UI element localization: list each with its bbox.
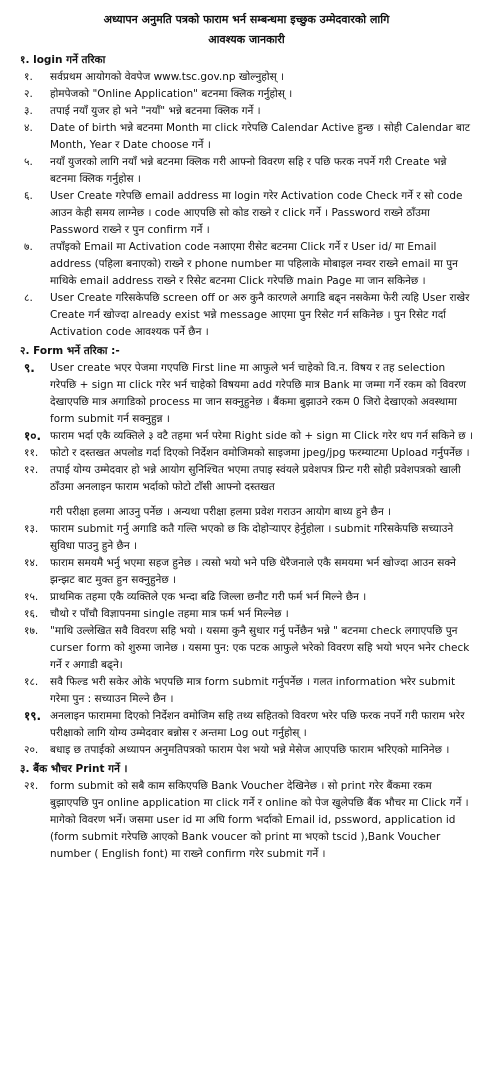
item-number: २१. xyxy=(24,780,39,792)
item-text: फोटो र दस्तखत अपलोड गर्दा दिएको निर्देशन वमोजिमको साइजमा jpeg/jpg फरम्याटमा Upload गर्नुपर्नेछ । xyxy=(50,447,470,459)
list-item xyxy=(20,239,473,290)
item-number: ७. xyxy=(24,241,33,253)
item-number: १७. xyxy=(24,625,39,637)
list-item xyxy=(20,708,473,742)
item-number: ८. xyxy=(24,292,33,304)
item-text: तपाई योग्य उम्मेदवार हो भन्ने आयोग सुनिश्चित भएमा तपाइ स्वंयले प्रवेशपत्र प्रिन्ट गरी सोही प्रवेशपत्रको खाली ठाँउमा अनलाइन फाराम भर्दाको फोटो टाँसी आफ्नो दस्तखत xyxy=(50,464,461,493)
item-text: फाराम समयमै भर्नु भएमा सहज हुनेछ । त्यसो भयो भने पछि धेरैजनाले एकै समयमा भर्न खोज्दा आउन सक्ने झन्झट बाट मुक्त हुन सक्नुहुनेछ । xyxy=(50,557,456,586)
item-number: ११. xyxy=(24,447,39,459)
item-number: २. xyxy=(24,88,33,100)
item-number: १४. xyxy=(24,557,39,569)
item-text: अनलाइन फाराममा दिएको निर्देशन वमोजिम सहि तथ्य सहितको विवरण भरेर पछि फरक नपर्ने गरी फाराम भरेर परीक्षाको लागि योग्य उम्मेदवार बन्नोस र अन्तमा Log out गर्नुहोस् । xyxy=(50,710,465,739)
item-text: प्राथमिक तहमा एकै व्यक्तिले एक भन्दा बढि जिल्ला छनौट गरी फर्म भर्न मिल्ने छैन । xyxy=(50,591,367,603)
item-text: User Create गरेपछि email address मा login गरेर Activation code Check गर्ने र सो code आउन केही समय लाग्नेछ । code आएपछि सो कोड राख्ने र click गर्ने । Password राख्ने ठाँउमा Password राख्ने र पुन confirm गर्ने । xyxy=(50,190,463,236)
item-text: सवै फिल्ड भरी सकेर ओके भएपछि मात्र form submit गर्नुपर्नेछ । गलत information भरेर submit गरेमा पुन : सच्याउन मिल्ने छैन । xyxy=(50,676,456,705)
list-item xyxy=(20,428,473,445)
item-number: १६. xyxy=(24,608,39,620)
item-text: चौथो र पाँचौ विज्ञापनमा single तहमा मात्र फर्म भर्न मिल्नेछ । xyxy=(50,608,289,620)
section-heading-voucher: ३. बैंक भौचर Print गर्ने । xyxy=(20,763,128,775)
item-number: १९. xyxy=(24,709,42,723)
document-title-line-1: अध्यापन अनुमति पत्रको फाराम भर्न सम्बन्धमा इच्छुक उम्मेदवारको लागि xyxy=(103,13,390,26)
list-item xyxy=(20,86,473,103)
list-item xyxy=(20,778,473,863)
item-number: ५. xyxy=(24,156,33,168)
item-text: "माथि उल्लेखित सवै विवरण सहि भयो । यसमा कुनै सुधार गर्नु पर्नेछैन भन्ने " बटनमा check लगाएपछि पुन curser form को शुरुमा जानेछ । यसमा पुन: एक पटक आफुले भरेको विवरण सहि भयो भएन भनेर check गर्ने र अगाडी बढ्ने। xyxy=(50,625,470,671)
list-item xyxy=(20,742,473,759)
list-item xyxy=(20,623,473,674)
list-item xyxy=(20,674,473,708)
item-text: फाराम भर्दा एकै व्यक्तिले ३ वटै तहमा भर्न परेमा Right side को + sign मा Click गरेर थप गर्न सकिने छ । xyxy=(50,430,473,442)
item-number: ३. xyxy=(24,105,33,117)
item-number: १०. xyxy=(24,429,42,443)
list-item xyxy=(20,120,473,154)
list-item xyxy=(20,555,473,589)
list-item xyxy=(20,521,473,555)
list-item xyxy=(20,188,473,239)
list-item xyxy=(20,606,473,623)
item-text: form submit को सबै काम सकिएपछि Bank Voucher देखिनेछ । सो print गरेर बैंकमा रकम बुझाएपछि पुन online application मा click गर्ने र online को पेज खुलेपछि बैंक भौचर मा Click गर्ने । मागेको विवरण भर्ने। जसमा user id मा अघि form भर्दाको Email id, pssword, application id (form submit गरेपछि आएको Bank voucer को print मा भएको tscid ),Bank Voucher number ( English font) मा राख्ने confirm गरेर submit गर्ने । xyxy=(50,780,469,860)
item-continuation-text: गरी परीक्षा हलमा आउनु पर्नेछ । अन्यथा परीक्षा हलमा प्रवेश गराउन आयोग बाध्य हुने छैन । xyxy=(50,506,392,518)
item-text: तपाँइको Email मा Activation code नआएमा रीसेट बटनमा Click गर्ने र User id/ मा Email address (पहिला बनाएको) राख्ने र phone number मा पहिलाके मोबाइल नम्वर राख्ने email मा पुन माथिके email address राख्ने र रिसेट बटनमा Click गरेपछि main Page मा जान सकिनेछ । xyxy=(50,241,458,287)
list-item xyxy=(20,589,473,606)
list-item xyxy=(20,445,473,462)
item-text: Date of birth भन्ने बटनमा Month मा click गरेपछि Calendar Active हुन्छ । सोही Calendar बाट Month, Year र Date choose गर्ने । xyxy=(50,122,470,151)
list-item xyxy=(20,290,473,341)
item-text: बधाइ छ तपाईको अध्यापन अनुमतिपत्रको फाराम पेश भयो भन्ने मेसेज आएपछि फाराम भरिएको मानिनेछ । xyxy=(50,744,450,756)
section-heading-login: १. login गर्ने तरिका xyxy=(20,54,106,66)
list-item xyxy=(20,154,473,188)
document-title-line-2: आवश्यक जानकारी xyxy=(208,33,285,46)
item-text: नयाँ युजरको लागि नयाँ भन्ने बटनमा क्लिक गरी आफ्नो विवरण सहि र पछि फरक नपर्ने गरी Create भन्ने बटनमा क्लिक गर्नुहोस । xyxy=(50,156,447,185)
item-text: तपाई नयाँ युजर हो भने "नयाँ" भन्ने बटनमा क्लिक गर्ने । xyxy=(50,105,261,117)
list-item xyxy=(20,360,473,428)
item-number: १५. xyxy=(24,591,39,603)
item-number: १३. xyxy=(24,523,39,535)
item-number: १. xyxy=(24,71,33,83)
item-text: User create भएर पेजमा गएपछि First line मा आफुले भर्न चाहेको वि.न. विषय र तह selection गरेपछि + sign मा click गरेर भर्न चाहेको विषयमा add गरेपछि मात्र Bank मा जम्मा गर्ने रकम को विवरण देखाएपछि मात्र अगाडिको process मा जान सक्नुहुनेछ । बैंकमा बुझाउने रकम 0 जिरो देखाएको अवस्थामा form submit गर्न सक्नुहुन्न । xyxy=(50,362,467,425)
item-number: ४. xyxy=(24,122,33,134)
item-text: सर्वप्रथम आयोगको वेवपेज www.tsc.gov.np खोल्नुहोस् । xyxy=(50,71,284,83)
list-item xyxy=(20,69,473,86)
item-text: होमपेजको "Online Application" बटनमा क्लिक गर्नुहोस् । xyxy=(50,88,293,100)
item-text: User Create गरिसकेपछि screen off or अरु कुनै कारणले अगाडि बढ्न नसकेमा फेरी त्यहि User राखेर Create गर्न खोज्दा already exist भन्ने message आएमा पुन रिसेट गर्न सकिनेछ । पुन रिसेट गर्दा Activation code आवश्यक पर्ने छैन । xyxy=(50,292,470,338)
item-number: ९. xyxy=(24,361,35,375)
item-number: ६. xyxy=(24,190,33,202)
section-heading-form: २. Form भर्ने तरिका :- xyxy=(20,345,120,357)
list-item xyxy=(20,103,473,120)
item-number: १८. xyxy=(24,676,39,688)
item-text: फाराम submit गर्नु अगाडि कतै गल्ति भएको छ कि दोहोऱ्याएर हेर्नुहोला । submit गरिसकेपछि सच्याउने सुविधा पाउनु हुने छैन । xyxy=(50,523,454,552)
list-item xyxy=(20,462,473,496)
item-number: १२. xyxy=(24,464,39,476)
item-number: २०. xyxy=(24,744,39,756)
